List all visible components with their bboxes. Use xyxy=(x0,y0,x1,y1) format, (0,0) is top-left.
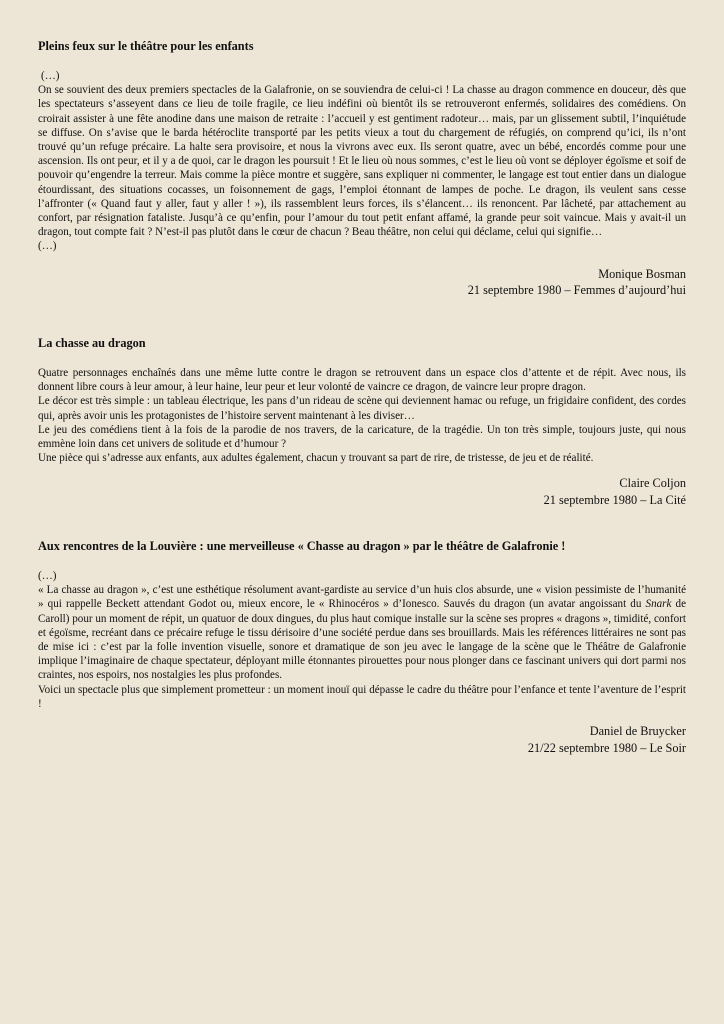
article-title: Aux rencontres de la Louvière : une merveilleuse « Chasse au dragon » par le théâtre de Galafronie ! xyxy=(38,539,566,553)
paragraph-text: « La chasse au dragon », c’est une esthétique résolument avant-gardiste au service d’un huis clos absurde, une « vision pessimiste de l’humanité » qui rappelle Beckett attendant Godot ou, mieux encore, le « Rhinocéros » d’Ionesco. Sauvés du dragon (un avatar angoissant du xyxy=(38,584,686,611)
source-line: 21 septembre 1980 – Femmes d’aujourd’hui xyxy=(467,283,686,298)
article-pleins-feux xyxy=(38,38,686,299)
paragraph: Le décor est très simple : un tableau électrique, les pans d’un rideau de scène qui deviennent hamac ou refuge, un frigidaire confident, des cordes qui, après avoir unis les protagonistes de l’histoire servent maintenant à les diviser… xyxy=(38,395,686,422)
spacer xyxy=(38,555,686,569)
spacer xyxy=(38,55,686,69)
paragraph: Le jeu des comédiens tient à la fois de la parodie de nos travers, de la caricature, de la tragédie. Un ton très simple, toujours juste, qui nous emmène loin dans cet univers de solitude et d’humour ? xyxy=(38,423,686,451)
article-title: Pleins feux sur le théâtre pour les enfants xyxy=(38,39,254,53)
article-title: La chasse au dragon xyxy=(38,336,146,350)
source-line: 21 septembre 1980 – La Cité xyxy=(543,492,686,507)
article-body xyxy=(38,366,686,465)
paragraph xyxy=(38,583,686,682)
article-body xyxy=(38,69,686,254)
article-rencontres-louviere xyxy=(38,538,686,756)
paragraph: Une pièce qui s’adresse aux enfants, aux adultes également, chacun y trouvant sa part de rire, de tristesse, de jeu et de réalité. xyxy=(38,452,594,465)
article-body xyxy=(38,569,686,711)
author-name: Daniel de Bruycker xyxy=(589,724,686,739)
ellipsis-marker: (…) xyxy=(41,70,60,82)
spacer xyxy=(38,254,686,266)
ellipsis-marker: (…) xyxy=(38,240,57,253)
paragraph: Quatre personnages enchaînés dans une même lutte contre le dragon se retrouvent dans un espace clos d’attente et de répit. Avec nous, ils donnent libre cours à leur amour, à leur haine, leur peur et leur volonté de vaincre ce dragon, de vaincre leur propre dragon. xyxy=(38,367,686,394)
spacer xyxy=(38,465,686,475)
paragraph: On se souvient des deux premiers spectacles de la Galafronie, on se souviendra de celui-ci ! La chasse au dragon commence en douceur, dès que les spectateurs s’asseyent dans ce lieu de toile fragile, ce lieu indéfini où bientôt ils se retrouveront enfermés, solidaires des comédiens. On croirait assister à une fête anodine dans une maison de retraite : l’accueil y est gentiment radoteur… mais, par un glissement subtil, l’inquiétude se diffuse. On s’avise que le barda hétéroclite transporté par les petits vieux a tout du chargement de réfugiés, on comprend qu’ici, ils n’ont trouvé qu’un refuge précaire. La halte sera provisoire, et nous la vivrons avec eux. Ils seront quatre, avec un bébé, encordés comme pour une ascension. Ils ont peur, et il y a de quoi, car le dragon les poursuit ! Et le lieu où nous sommes, c’est le lieu où vont se déployer égoïsme et soif de pouvoir qu’engendre la terreur. Mais comme la pièce montre et suggère, sans expliquer ni commenter, le langage est tout entier dans un dialogue étourdissant, des situations cocasses, un foisonnement de gags, l’emploi étonnant de lampes de poche. Le dragon, ils veulent sans cesse l’affronter (« Quand faut y aller, faut y aller ! »), ils rassemblent leurs forces, ils s’élancent… ils renoncent. Par lâcheté, par attachement au confort, par résignation fataliste. Jusqu’à ce qu’enfin, pour l’amour du tout petit enfant affamé, la grande peur soit vaincue. Mais y avait-il un dragon, tout compte fait ? N’est-il pas plutôt dans le cœur de chacun ? Beau théâtre, non celui qui déclame, celui qui signifie… xyxy=(38,84,686,239)
italic-title: Snark xyxy=(645,598,672,611)
paragraph: Voici un spectacle plus que simplement prometteur : un moment inouï qui dépasse le cadre du théâtre pour l’enfance et tente l’aventure de l’esprit ! xyxy=(38,683,686,710)
author-name: Claire Coljon xyxy=(619,476,686,491)
paragraph-text: de Caroll) pour un moment de répit, un quatuor de doux dingues, du plus haut comique installe sur la scène ses propres « dragons », timidité, confort et égoïsme, recréant dans ce précaire refuge le tissu dérisoire d’une société perdue dans ses brouillards. Mais les références littéraires ne sont pas de mise ici : c’est par la folle invention visuelle, sonore et dramatique de son jeu avec le langage de la scène que le Théâtre de Galafronie implique l’imaginaire de chaque spectateur, déployant mille étonnantes pirouettes pour nous plonger dans ce fascinant univers qui dort parmi nos craintes, nos espoirs, nos nostalgies les plus profondes. xyxy=(38,598,686,682)
author-name: Monique Bosman xyxy=(598,266,686,281)
source-line: 21/22 septembre 1980 – Le Soir xyxy=(527,740,686,755)
spacer xyxy=(38,711,686,723)
spacer xyxy=(38,352,686,366)
ellipsis-marker: (…) xyxy=(38,570,57,582)
article-chasse-au-dragon xyxy=(38,335,686,508)
